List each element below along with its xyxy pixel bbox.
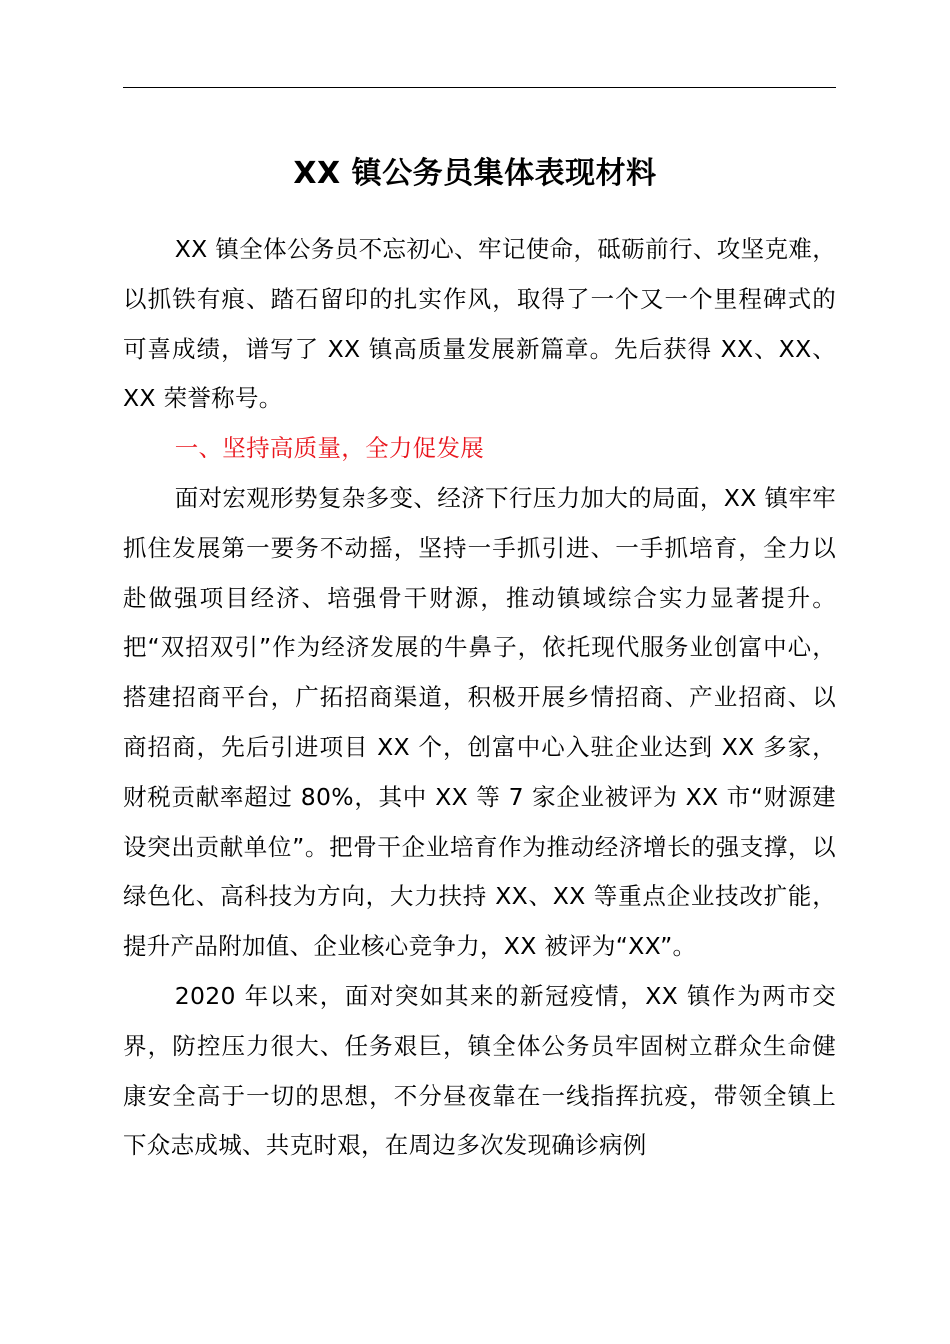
- intro-paragraph: XX 镇全体公务员不忘初心、牢记使命，砥砺前行、攻坚克难，以抓铁有痕、踏石留印的扎实作风，取得了一个又一个里程碑式的可喜成绩，谱写了 XX 镇高质量发展新篇章。先后获得 XX、XX、XX 荣誉称号。: [123, 235, 836, 413]
- header-rule: [123, 87, 836, 88]
- section-heading: 一、坚持高质量，全力促发展: [174, 434, 485, 463]
- document-body: [123, 225, 836, 1171]
- document-title: XX 镇公务员集体表现材料: [293, 156, 657, 191]
- epidemic-paragraph: 2020 年以来，面对突如其来的新冠疫情，XX 镇作为两市交界，防控压力很大、任务艰巨，镇全体公务员牢固树立群众生命健康安全高于一切的思想，不分昼夜靠在一线指挥抗疫，带领全镇上下众志成城、共克时艰，在周边多次发现确诊病例: [123, 981, 836, 1160]
- development-paragraph: 面对宏观形势复杂多变、经济下行压力加大的局面，XX 镇牢牢抓住发展第一要务不动摇，坚持一手抓引进、一手抓培育，全力以赴做强项目经济、培强骨干财源，推动镇域综合实力显著提升。把“双招双引”作为经济发展的牛鼻子，依托现代服务业创富中心，搭建招商平台，广拓招商渠道，积极开展乡情招商、产业招商、以商招商，先后引进项目 XX 个，创富中心入驻企业达到 XX 多家，财税贡献率超过 80%，其中 XX 等 7 家企业被评为 XX 市“财源建设突出贡献单位”。把骨干企业培育作为推动经济增长的强支撑，以绿色化、高科技为方向，大力扶持 XX、XX 等重点企业技改扩能，提升产品附加值、企业核心竞争力，XX 被评为“XX”。: [123, 483, 836, 961]
